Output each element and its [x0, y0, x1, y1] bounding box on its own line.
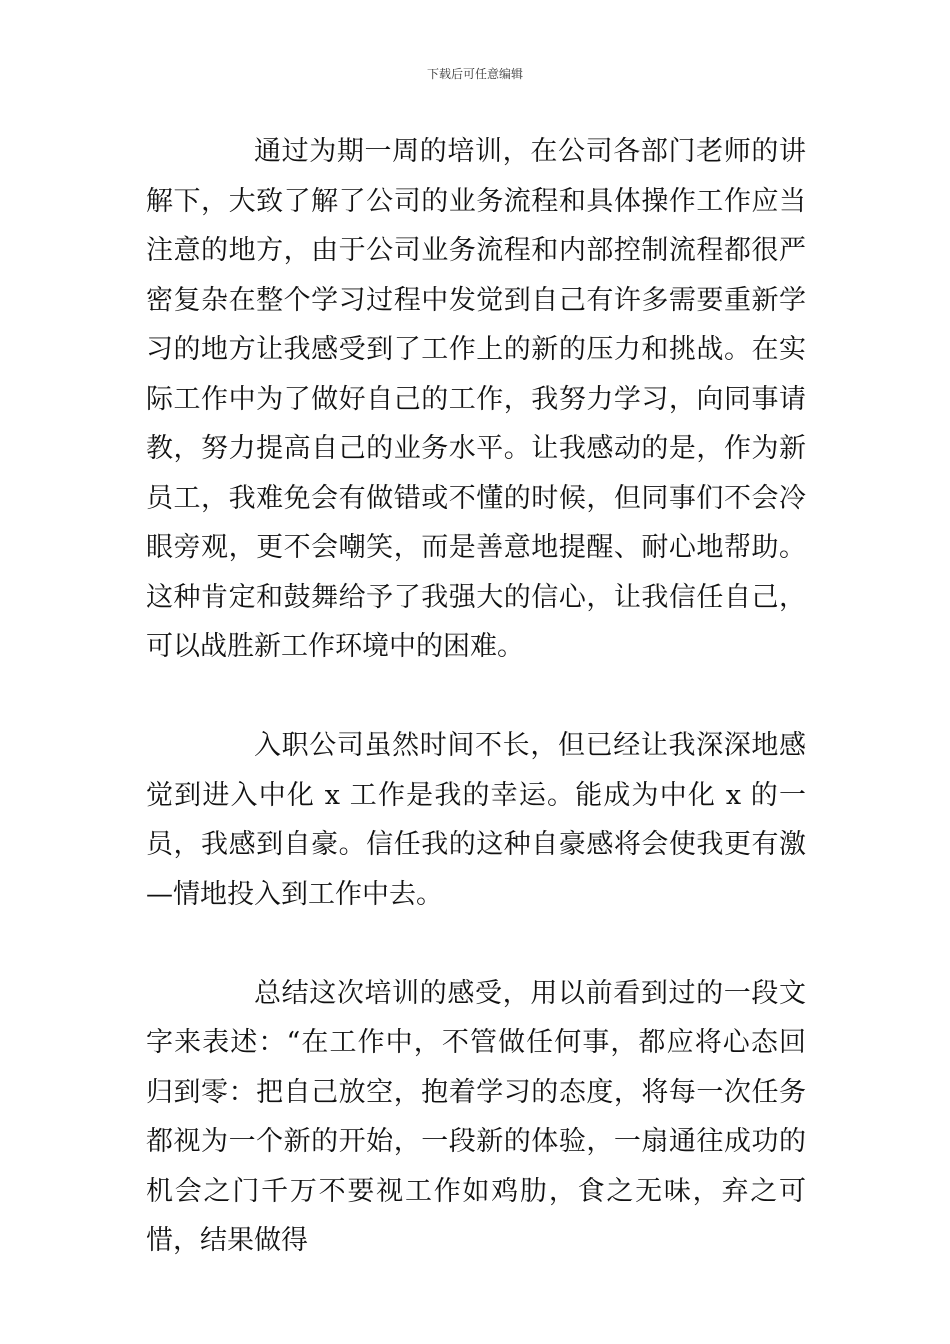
document-body	[146, 127, 806, 1266]
page-header: 下载后可任意编辑	[426, 67, 523, 81]
paragraph-joining-company: 入职公司虽然时间不长，但已经让我深深地感觉到进入中化 x 工作是我的幸运。能成为中化 x 的一员，我感到自豪。信任我的这种自豪感将会使我更有激—情地投入到工作中去。	[146, 730, 806, 910]
paragraph-summary: 总结这次培训的感受，用以前看到过的一段文字来表述：“在工作中，不管做任何事，都应将心态回归到零：把自己放空，抱着学习的态度，将每一次任务都视为一个新的开始，一段新的体验，一扇通往成功的机会之门千万不要视工作如鸡肋，食之无味，弃之可惜，结果做得	[146, 977, 806, 1256]
paragraph-training-experience: 通过为期一周的培训，在公司各部门老师的讲解下，大致了解了公司的业务流程和具体操作工作应当注意的地方，由于公司业务流程和内部控制流程都很严密复杂在整个学习过程中发觉到自己有许多需要重新学习的地方让我感受到了工作上的新的压力和挑战。在实际工作中为了做好自己的工作，我努力学习，向同事请教，努力提高自己的业务水平。让我感动的是，作为新员工，我难免会有做错或不懂的时候，但同事们不会冷眼旁观，更不会嘲笑，而是善意地提醒、耐心地帮助。这种肯定和鼓舞给予了我强大的信心，让我信任自己，可以战胜新工作环境中的困难。	[146, 136, 806, 662]
